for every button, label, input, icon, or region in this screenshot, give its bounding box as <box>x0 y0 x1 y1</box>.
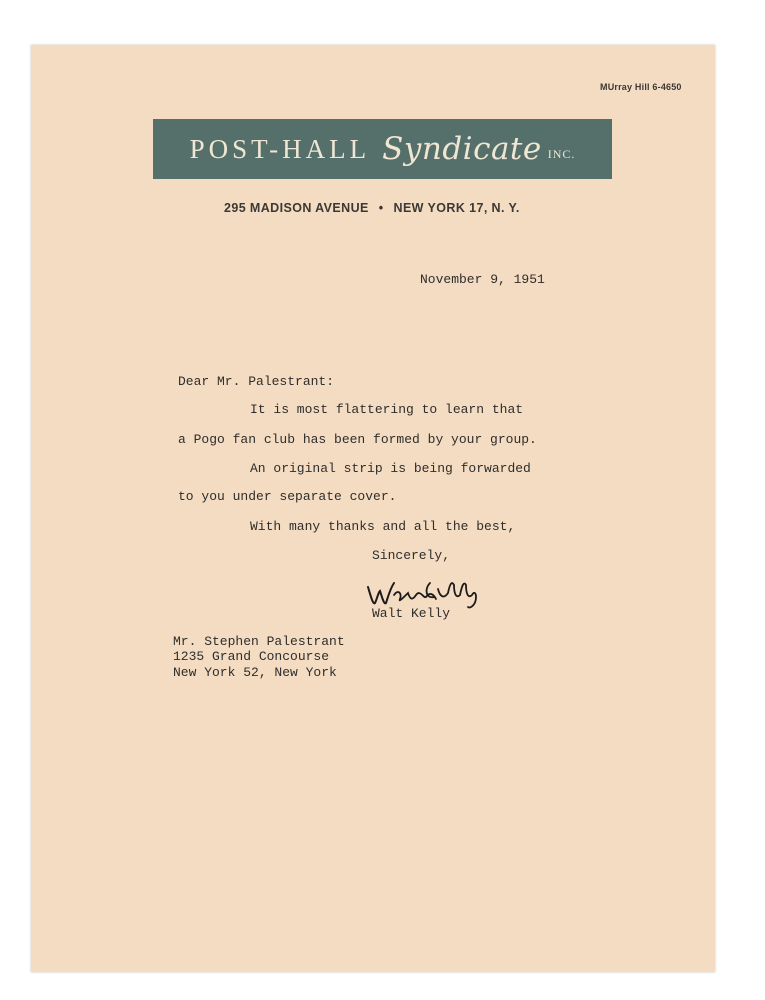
body-line: a Pogo fan club has been formed by your group. <box>178 432 537 447</box>
letterhead-banner <box>153 119 612 179</box>
company-suffix: INC. <box>547 146 576 161</box>
body-line: It is most flattering to learn that <box>250 402 524 417</box>
closing: Sincerely, <box>372 548 451 563</box>
signature-printed-name: Walt Kelly <box>372 606 451 621</box>
address-street: 295 MADISON AVENUE <box>224 201 369 215</box>
letter-date: November 9, 1951 <box>420 272 545 287</box>
phone-number: MUrray Hill 6-4650 <box>600 82 682 92</box>
recipient-line: New York 52, New York <box>173 665 337 680</box>
body-line: to you under separate cover. <box>178 489 397 504</box>
body-line: An original strip is being forwarded <box>250 461 531 476</box>
company-name-script: Syndicate <box>382 131 542 167</box>
company-name: POST-HALL <box>189 133 371 164</box>
body-line: With many thanks and all the best, <box>250 519 516 534</box>
address-city: NEW YORK 17, N. Y. <box>393 201 520 215</box>
recipient-line: 1235 Grand Concourse <box>173 649 330 664</box>
address-separator: • <box>378 201 384 215</box>
company-address <box>224 201 520 215</box>
recipient-line: Mr. Stephen Palestrant <box>173 634 345 649</box>
salutation: Dear Mr. Palestrant: <box>178 374 335 389</box>
letter-page <box>31 45 715 972</box>
